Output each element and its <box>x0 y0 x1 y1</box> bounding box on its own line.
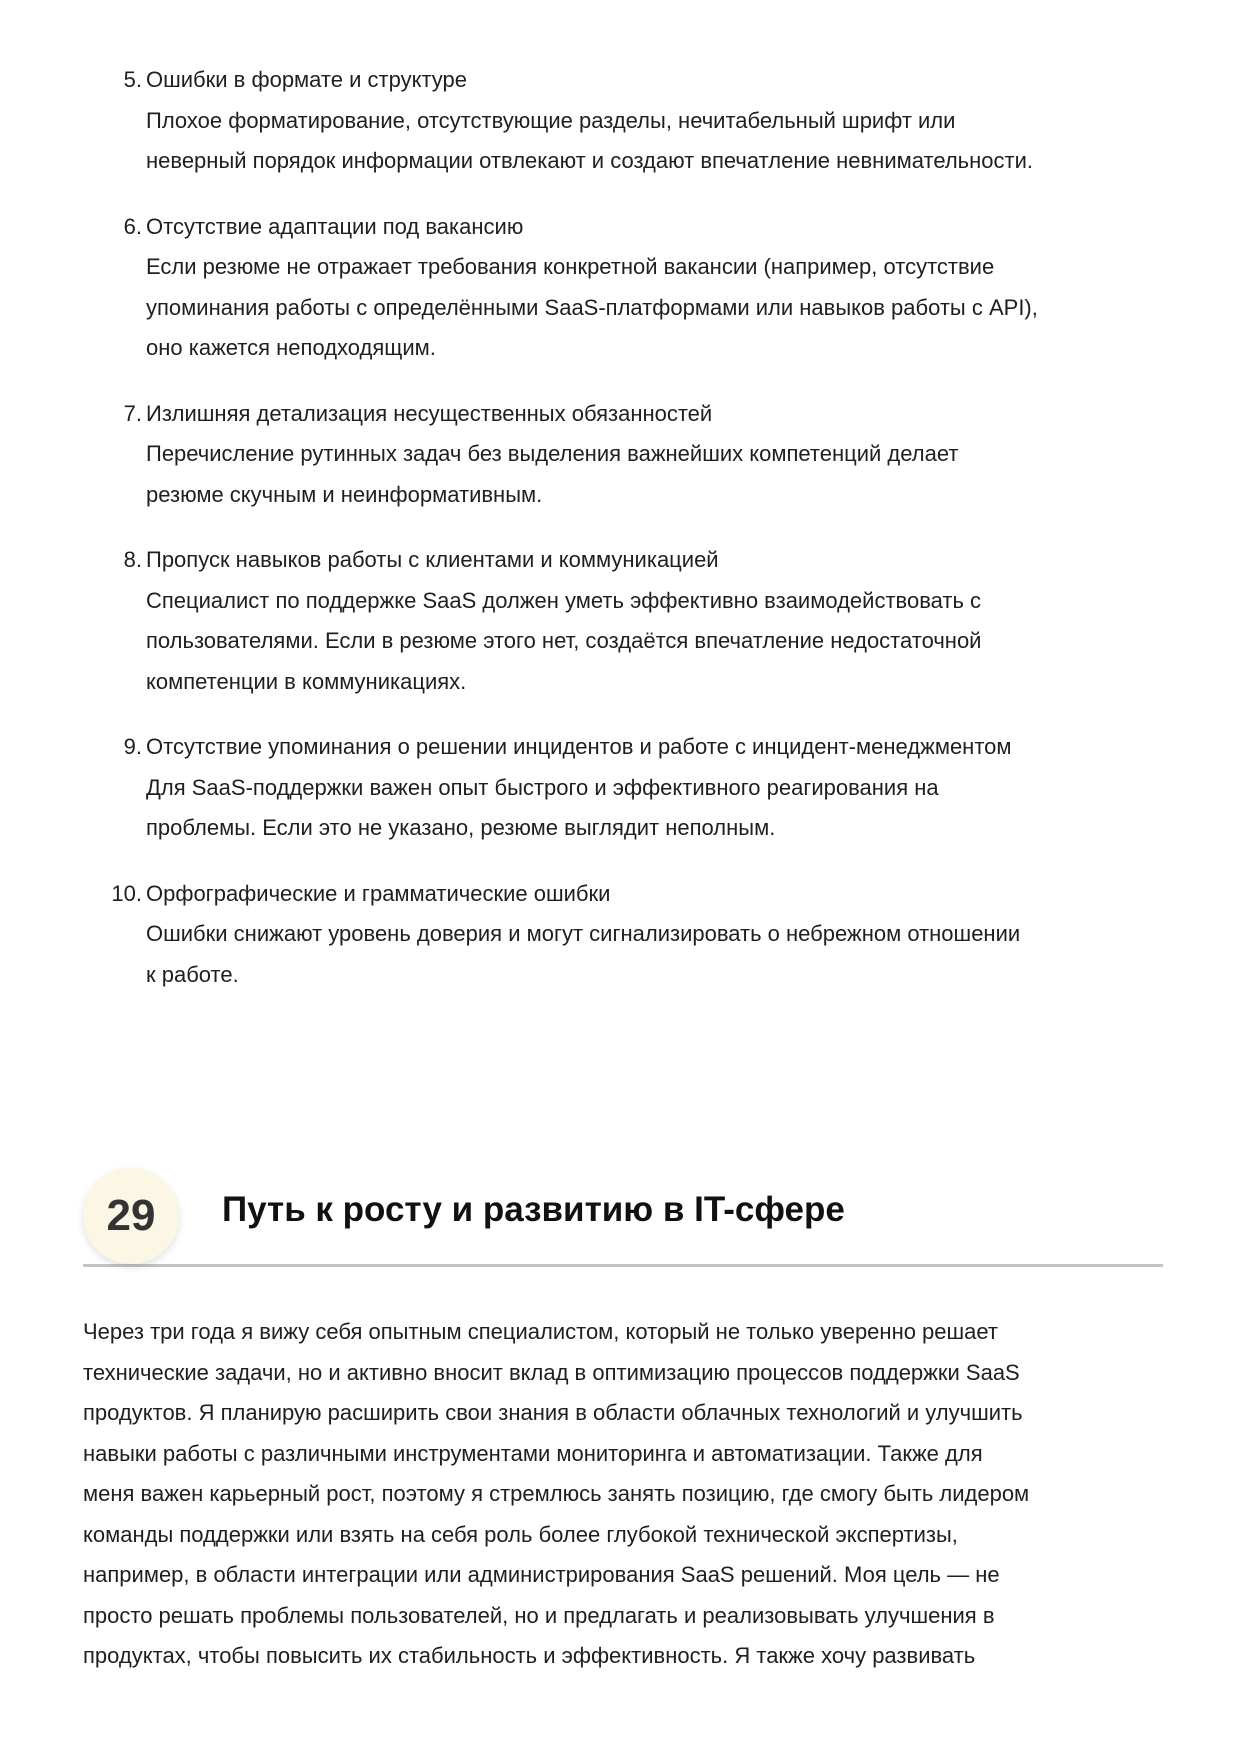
paragraph-line: продуктов. Я планирую расширить свои знания в области облачных технологий и улучшить <box>83 1400 1023 1425</box>
item-number: 5. <box>123 67 142 92</box>
paragraph-line: навыки работы с различными инструментами мониторинга и автоматизации. Также для <box>83 1440 983 1466</box>
item-description-line: Если резюме не отражает требования конкретной вакансии (например, отсутствие <box>146 254 995 279</box>
item-description-line: неверный порядок информации отвлекают и создают впечатление невнимательности. <box>146 148 1033 173</box>
paragraph-line: Через три года я вижу себя опытным специалистом, который не только уверенно решает <box>83 1319 998 1344</box>
list-item <box>100 874 1180 996</box>
list-item <box>100 394 1180 516</box>
paragraph-line: продуктах, чтобы повысить их стабильность и эффективность. Я также хочу развивать <box>83 1643 976 1668</box>
item-title: Ошибки в формате и структуре <box>146 67 467 92</box>
item-number: 8. <box>123 547 142 572</box>
item-description-line: резюме скучным и неинформативным. <box>146 481 543 507</box>
item-description-line: Для SaaS-поддержки важен опыт быстрого и эффективного реагирования на <box>146 774 939 800</box>
mistakes-list <box>100 60 1180 1020</box>
section-heading <box>83 1160 1163 1267</box>
section-paragraph <box>83 1312 1173 1677</box>
item-number: 9. <box>123 734 142 759</box>
item-description-line: проблемы. Если это не указано, резюме выглядит неполным. <box>146 815 776 840</box>
item-title: Излишняя детализация несущественных обязанностей <box>146 400 713 426</box>
item-description-line: оно кажется неподходящим. <box>146 335 436 360</box>
paragraph-line: просто решать проблемы пользователей, но и предлагать и реализовывать улучшения в <box>83 1602 995 1628</box>
item-description-line: Перечисление рутинных задач без выделения важнейших компетенций делает <box>146 441 959 466</box>
item-description-line: к работе. <box>146 961 239 987</box>
item-description-line: Специалист по поддержке SaaS должен уметь эффективно взаимодействовать с <box>146 587 982 613</box>
item-description-line: Ошибки снижают уровень доверия и могут сигнализировать о небрежном отношении <box>146 921 1021 946</box>
item-title: Отсутствие адаптации под вакансию <box>146 213 524 239</box>
list-item <box>100 540 1180 702</box>
paragraph-line: меня важен карьерный рост, поэтому я стремлюсь занять позицию, где смогу быть лидером <box>83 1481 1030 1506</box>
item-title: Орфографические и грамматические ошибки <box>146 880 611 906</box>
section-number-badge: 29 <box>83 1168 179 1264</box>
item-title: Пропуск навыков работы с клиентами и коммуникацией <box>146 547 719 572</box>
list-item <box>100 60 1180 182</box>
item-description-line: Плохое форматирование, отсутствующие разделы, нечитабельный шрифт или <box>146 107 956 133</box>
paragraph-line: команды поддержки или взять на себя роль более глубокой технической экспертизы, <box>83 1521 958 1547</box>
item-description-line: компетенции в коммуникациях. <box>146 668 467 694</box>
item-description-line: пользователями. Если в резюме этого нет, создаётся впечатление недостаточной <box>146 628 982 653</box>
list-item <box>100 727 1180 849</box>
section-title: Путь к росту и развитию в IT-сфере <box>222 1190 845 1229</box>
list-item <box>100 207 1180 369</box>
item-title: Отсутствие упоминания о решении инцидентов и работе с инцидент-менеджментом <box>146 734 1012 759</box>
paragraph-line: например, в области интеграции или администрирования SaaS решений. Моя цель — не <box>83 1562 1000 1587</box>
paragraph-line: технические задачи, но и активно вносит вклад в оптимизацию процессов поддержки SaaS <box>83 1359 1020 1385</box>
item-number: 10. <box>111 880 142 906</box>
item-number: 7. <box>123 400 142 426</box>
item-description-line: упоминания работы с определёнными SaaS-платформами или навыков работы с API), <box>146 294 1038 320</box>
item-number: 6. <box>123 213 142 239</box>
